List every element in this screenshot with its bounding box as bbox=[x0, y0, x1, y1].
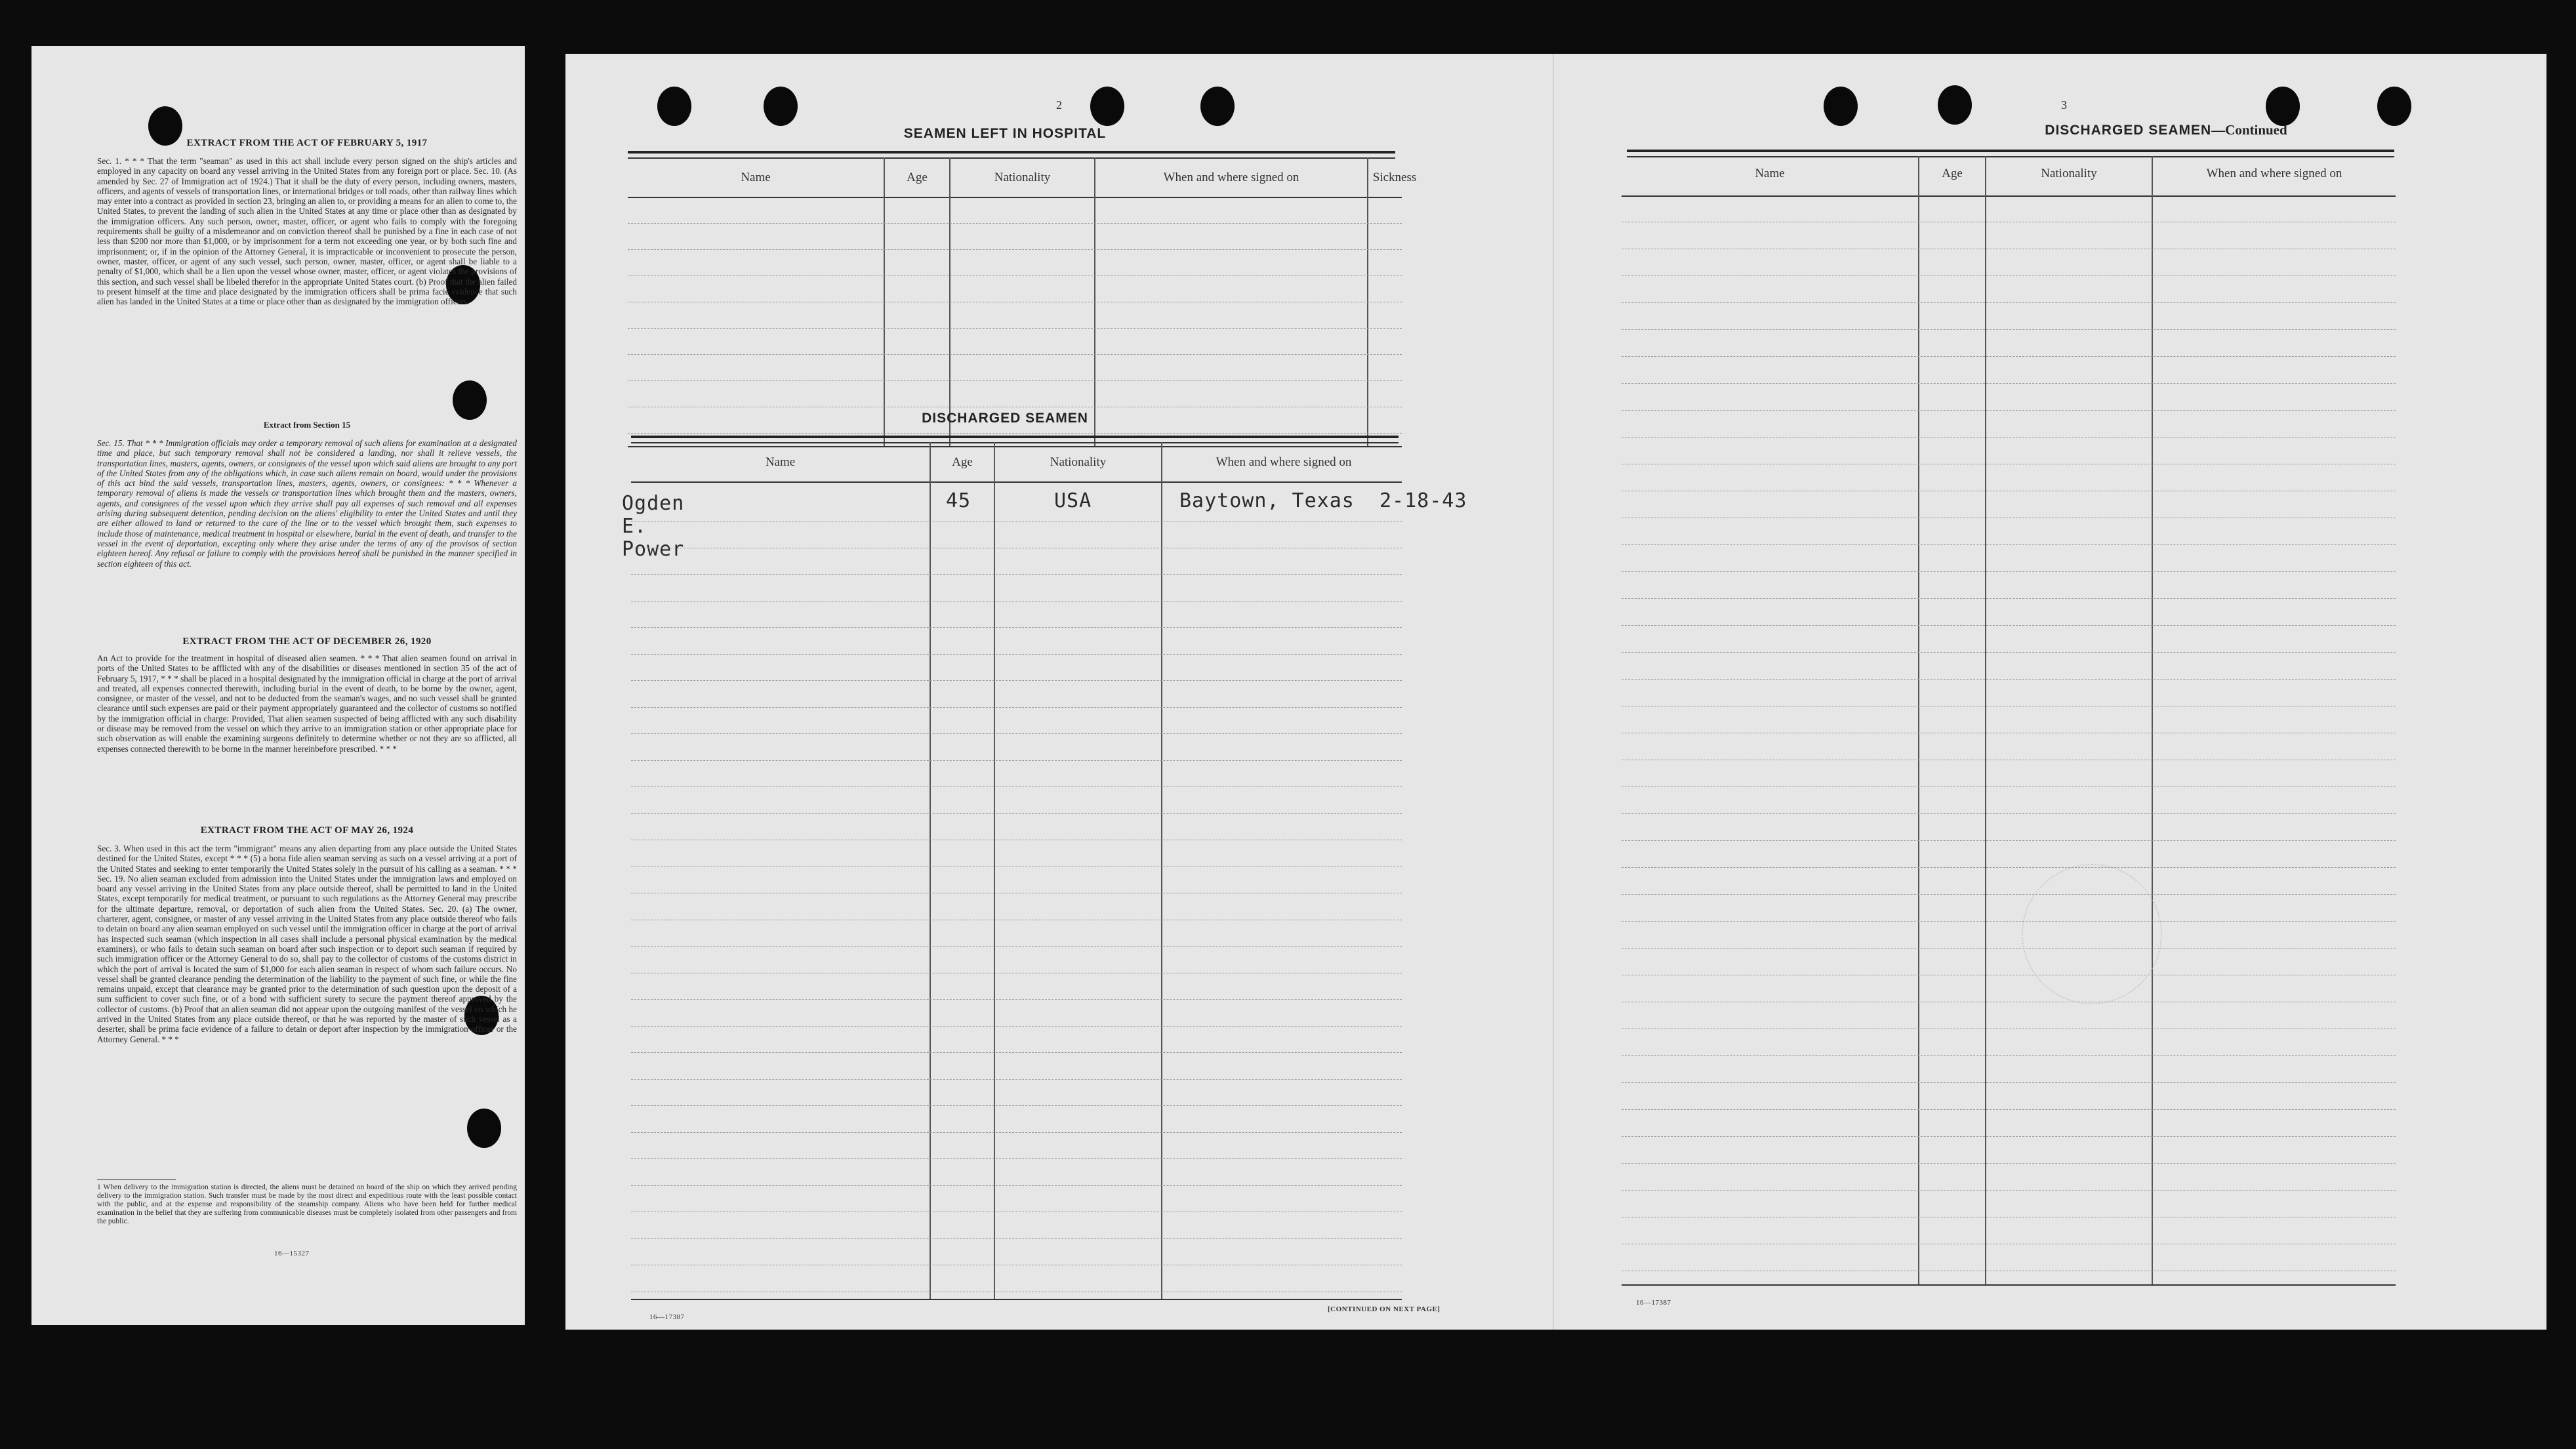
row-rule bbox=[631, 1105, 1402, 1107]
row-rule bbox=[1622, 652, 2396, 653]
title-main: DISCHARGED SEAMEN bbox=[2045, 123, 2212, 138]
form-number: 16—15327 bbox=[274, 1250, 310, 1257]
row-rule bbox=[1622, 1055, 2396, 1057]
row-rule bbox=[1622, 975, 2396, 976]
col-name: Name bbox=[1755, 167, 1785, 180]
row-rule bbox=[631, 760, 1402, 762]
row-rule bbox=[1622, 733, 2396, 734]
col-signed-on: When and where signed on bbox=[1216, 455, 1352, 469]
row-rule bbox=[631, 1079, 1402, 1080]
punch-hole bbox=[2266, 87, 2300, 126]
row-rule bbox=[1622, 625, 2396, 626]
row-rule bbox=[1622, 921, 2396, 922]
page-number: 3 bbox=[2061, 98, 2067, 112]
col-signed-on: When and where signed on bbox=[2206, 167, 2342, 180]
row-rule bbox=[1622, 1244, 2396, 1245]
row-rule bbox=[1622, 948, 2396, 949]
row-rule bbox=[1622, 276, 2396, 277]
row-rule bbox=[1622, 329, 2396, 331]
seaman-nationality: USA bbox=[1054, 489, 1092, 512]
punch-hole bbox=[764, 87, 798, 126]
row-rule bbox=[1622, 437, 2396, 438]
col-name: Name bbox=[765, 455, 796, 469]
row-rule bbox=[631, 973, 1402, 974]
col-age: Age bbox=[952, 455, 973, 469]
row-rule bbox=[1622, 679, 2396, 680]
col-age: Age bbox=[907, 171, 928, 184]
row-rule bbox=[1622, 1271, 2396, 1272]
discharged-section-title: DISCHARGED SEAMEN bbox=[922, 411, 1088, 426]
discharged-continued-title bbox=[1904, 122, 2428, 138]
row-rule bbox=[631, 1052, 1402, 1053]
heading-act-1920: EXTRACT FROM THE ACT OF DECEMBER 26, 1920 bbox=[182, 636, 432, 647]
row-rule bbox=[1622, 491, 2396, 492]
row-rule bbox=[631, 627, 1402, 628]
col-nationality: Nationality bbox=[1050, 455, 1107, 469]
punch-hole bbox=[1200, 87, 1235, 126]
row-rule bbox=[631, 654, 1402, 655]
punch-hole bbox=[1824, 87, 1858, 126]
row-rule bbox=[1622, 706, 2396, 707]
text-act-1917: Sec. 1. * * * That the term "seaman" as used in this act shall include every person signed on the ship's articles and employed in any capacity on board any vessel arriving in the United States from any foreign port or place. Sec. 10. (As amended by Sec. 27 of Immigration act of 1924.) That it shall be the duty of every person, including owners, masters, officers, and agents of vessels of transportation lines, or international bridges or toll roads, other than railway lines which may enter into a contract as provided in section 23, bringing an alien to, or providing a means for an alien to come to, the United States, to prevent the landing of such alien in the United States at any time or place other than as designated by the immigration officers. Any such person, owner, master, officer, or agent who fails to comply with the foregoing requirements shall be guilty of a misdemeanor and on conviction thereof shall be punished by a fine in each case of not less than $200 nor more than $1,000, or by imprisonment for a term not exceeding one year, or by both such fine and imprisonment; or, if in the opinion of the Attorney General, it is impracticable or inconvenient to prosecute the person, owner, master, officer, or agent of any such vessel, such person, owner, master, officer, or agent shall be liable to a penalty of $1,000, which shall be a lien upon the vessel whose owner, master, officer, or agent violates the provisions of this section, and such vessel shall be libeled therefor in the appropriate United States court. (b) Proof that the alien failed to present himself at the time and place designated by the immigration officers shall be prima facie evidence that such alien has landed in the United States at a time or place other than as designated by the immigration officers. bbox=[97, 156, 517, 307]
col-name: Name bbox=[741, 171, 771, 184]
row-rule bbox=[1622, 813, 2396, 815]
row-rule bbox=[1622, 410, 2396, 411]
hospital-section-title: SEAMEN LEFT IN HOSPITAL bbox=[903, 126, 1107, 141]
row-rule bbox=[631, 1132, 1402, 1133]
row-rule bbox=[631, 1265, 1402, 1266]
row-rule bbox=[1622, 1109, 2396, 1111]
title-suffix: —Continued bbox=[2211, 122, 2287, 138]
row-rule bbox=[1622, 760, 2396, 761]
row-rule bbox=[1622, 249, 2396, 250]
row-rule bbox=[1622, 786, 2396, 788]
row-rule bbox=[1622, 302, 2396, 304]
row-rule bbox=[1622, 840, 2396, 842]
text-act-1920: An Act to provide for the treatment in hospital of diseased alien seamen. * * * That alien seamen found on arrival in ports of the United States to be afflicted with any of the disabilities or diseases mentioned in section 35 of the act of February 5, 1917, * * * shall be placed in a hospital designated by the immigration official in charge at the port of arrival and treated, all expenses connected therewith, including burial in the event of death, to be borne by the owner, agent, consignee, or master of the vessel, and not to be deducted from the seaman's wages, and no such vessel shall be granted clearance until such expenses are paid or their payment appropriately guaranteed and the collector of customs so notified by the immigration official in charge: Provided, That alien seamen suspected of being afflicted with any such disability or disease may be removed from the vessel on which they arrive to an immigration station or other appropriate place for such observation as will enable the examining surgeons definitely to determine whether or not they are so afflicted, all expenses connected therewith to be borne in the manner hereinbefore prescribed. * * * bbox=[97, 653, 517, 754]
row-rule bbox=[631, 813, 1402, 815]
continued-note: [CONTINUED ON NEXT PAGE] bbox=[1328, 1305, 1441, 1313]
row-rule bbox=[1622, 222, 2396, 223]
col-age: Age bbox=[1942, 167, 1963, 180]
punch-hole bbox=[657, 87, 691, 126]
row-rule bbox=[631, 840, 1402, 841]
heading-section-15: Extract from Section 15 bbox=[263, 420, 351, 430]
row-rule bbox=[1622, 1002, 2396, 1003]
row-rule bbox=[631, 548, 1402, 549]
text-section-15: Sec. 15. That * * * Immigration officials may order a temporary removal of such aliens for examination at a designated time and place, but such temporary removal shall not be considered a landing, nor shall it relieve vessels, the transportation lines, masters, agents, owners, or consignees of the vessel upon which said aliens are brought to any port of the United States from any of the obligations which, in case such aliens remain on board, would under the provisions of this act bind the said vessels, transportation lines, masters, agents, owners, or consignees: * * * Whenever a temporary removal of aliens is made the vessels or transportation lines which brought them and the masters, owners, agents, and consignees of the vessel upon which they arrive shall pay all expenses of such removal and all expenses arising during subsequent detention, pending decision on the aliens' eligibility to enter the United States and until they are either allowed to land or returned to the care of the line or to the vessel which brought them, such expenses to include those of maintenance, medical treatment in hospital or elsewhere, burial in the event of death, and transfer to the vessel in the event of deportation, excepting only where they arise under the terms of any of the provisos of section eighteen hereof. Any refusal or failure to comply with the provisions hereof shall be punished in the manner specified in section eighteen of this act. bbox=[97, 438, 517, 569]
col-nationality: Nationality bbox=[2041, 167, 2097, 180]
faded-stamp bbox=[2022, 864, 2162, 1004]
footnote: 1 When delivery to the immigration station is directed, the aliens must be detained on board of the ship on which they arrived pending delivery to the immigration station. Such transfer must be made by the most direct and expeditious route with the least possible contact with the public, and at the expense and responsibility of the steamship company. Aliens who have been held for further medical examination in the belief that they are suffering from communicable diseases must be completely isolated from other passengers and from the public. bbox=[97, 1183, 517, 1225]
heading-act-1917: EXTRACT FROM THE ACT OF FEBRUARY 5, 1917 bbox=[186, 138, 428, 148]
row-rule bbox=[631, 867, 1402, 868]
row-rule bbox=[631, 1238, 1402, 1240]
row-rule bbox=[631, 1212, 1402, 1213]
row-rule bbox=[631, 521, 1402, 522]
row-rule bbox=[631, 1185, 1402, 1187]
form-number: 16—17387 bbox=[1636, 1299, 1671, 1307]
row-rule bbox=[631, 1026, 1402, 1027]
punch-hole bbox=[1938, 85, 1972, 125]
row-rule bbox=[1622, 544, 2396, 546]
manifest-spread bbox=[565, 54, 2546, 1330]
row-rule bbox=[1622, 356, 2396, 357]
row-rule bbox=[1622, 1136, 2396, 1137]
row-rule bbox=[631, 733, 1402, 735]
row-rule bbox=[1622, 1163, 2396, 1164]
row-rule bbox=[1622, 571, 2396, 573]
row-rule bbox=[1622, 1029, 2396, 1030]
row-rule bbox=[631, 786, 1402, 788]
row-rule bbox=[1622, 518, 2396, 519]
row-rule bbox=[631, 946, 1402, 947]
row-rule bbox=[1622, 1082, 2396, 1084]
row-rule bbox=[631, 707, 1402, 708]
row-rule bbox=[1622, 867, 2396, 868]
row-rule bbox=[1622, 1190, 2396, 1191]
row-rule bbox=[631, 893, 1402, 894]
col-nationality: Nationality bbox=[994, 171, 1051, 184]
row-rule bbox=[631, 999, 1402, 1000]
punch-hole bbox=[467, 1109, 501, 1148]
row-rule bbox=[1622, 464, 2396, 465]
extract-page bbox=[31, 46, 525, 1325]
row-rule bbox=[1622, 598, 2396, 600]
row-rule bbox=[1622, 383, 2396, 384]
row-rule bbox=[1622, 1217, 2396, 1218]
punch-hole bbox=[1090, 87, 1124, 126]
col-sickness: Sickness bbox=[1372, 171, 1417, 184]
text-act-1924: Sec. 3. When used in this act the term "immigrant" means any alien departing from any place outside the United States destined for the United States, except * * * (5) a bona fide alien seaman serving as such on a vessel arriving at a port of the United States and seeking to enter temporarily the United States solely in the pursuit of his calling as a seaman. * * * Sec. 19. No alien seaman excluded from admission into the United States under the immigration laws and employed on board any vessel arriving in the United States from any place outside thereof, shall be permitted to land in the United States, except temporarily for medical treatment, or pursuant to such regulations as the Attorney General may prescribe for the ultimate departure, removal, or deportation of such alien from the United States. Sec. 20. (a) The owner, charterer, agent, consignee, or master of any vessel arriving in the United States from any place outside thereof who fails to detain on board any alien seaman employed on such vessel until the immigration officer in charge at the port of arrival has inspected such seaman (which inspection in all cases shall include a personal physical examination by the medical examiners), or who fails to detain such seaman on board after such inspection or to deport such seaman if required by such immigration officer or the Attorney General to do so, shall pay to the collector of customs of the customs district in which the port of arrival is located the sum of $1,000 for each alien seaman in respect of whom such failure occurs. No vessel shall be granted clearance pending the determination of the liability to the payment of such fine, or while the fine remains unpaid, except that clearance may be granted prior to the determination of such question upon the deposit of a sum sufficient to cover such fine, or of a bond with sufficient surety to secure the payment thereof approved by the collector of customs. (b) Proof that an alien seaman did not appear upon the outgoing manifest of the vessel on which he arrived in the United States from any place outside thereof, or that he was reported by the master of such vessel as a deserter, shall be prima facie evidence of a failure to detain or deport after inspection by the immigration officer or the Attorney General. * * * bbox=[97, 844, 517, 1044]
row-rule bbox=[631, 601, 1402, 602]
punch-hole bbox=[2377, 87, 2411, 126]
row-rule bbox=[631, 920, 1402, 921]
seaman-name: Ogden E. Power bbox=[622, 492, 685, 561]
seaman-signed-on: Baytown, Texas 2-18-43 bbox=[1179, 489, 1467, 512]
row-rule bbox=[631, 1158, 1402, 1160]
seaman-age: 45 bbox=[946, 489, 971, 512]
form-number: 16—17387 bbox=[649, 1313, 685, 1321]
row-rule bbox=[631, 1292, 1402, 1293]
col-signed-on: When and where signed on bbox=[1163, 171, 1299, 184]
heading-act-1924: EXTRACT FROM THE ACT OF MAY 26, 1924 bbox=[200, 825, 414, 836]
row-rule bbox=[631, 574, 1402, 575]
row-rule bbox=[631, 680, 1402, 682]
page-number: 2 bbox=[1056, 98, 1062, 112]
row-rule bbox=[1622, 894, 2396, 895]
